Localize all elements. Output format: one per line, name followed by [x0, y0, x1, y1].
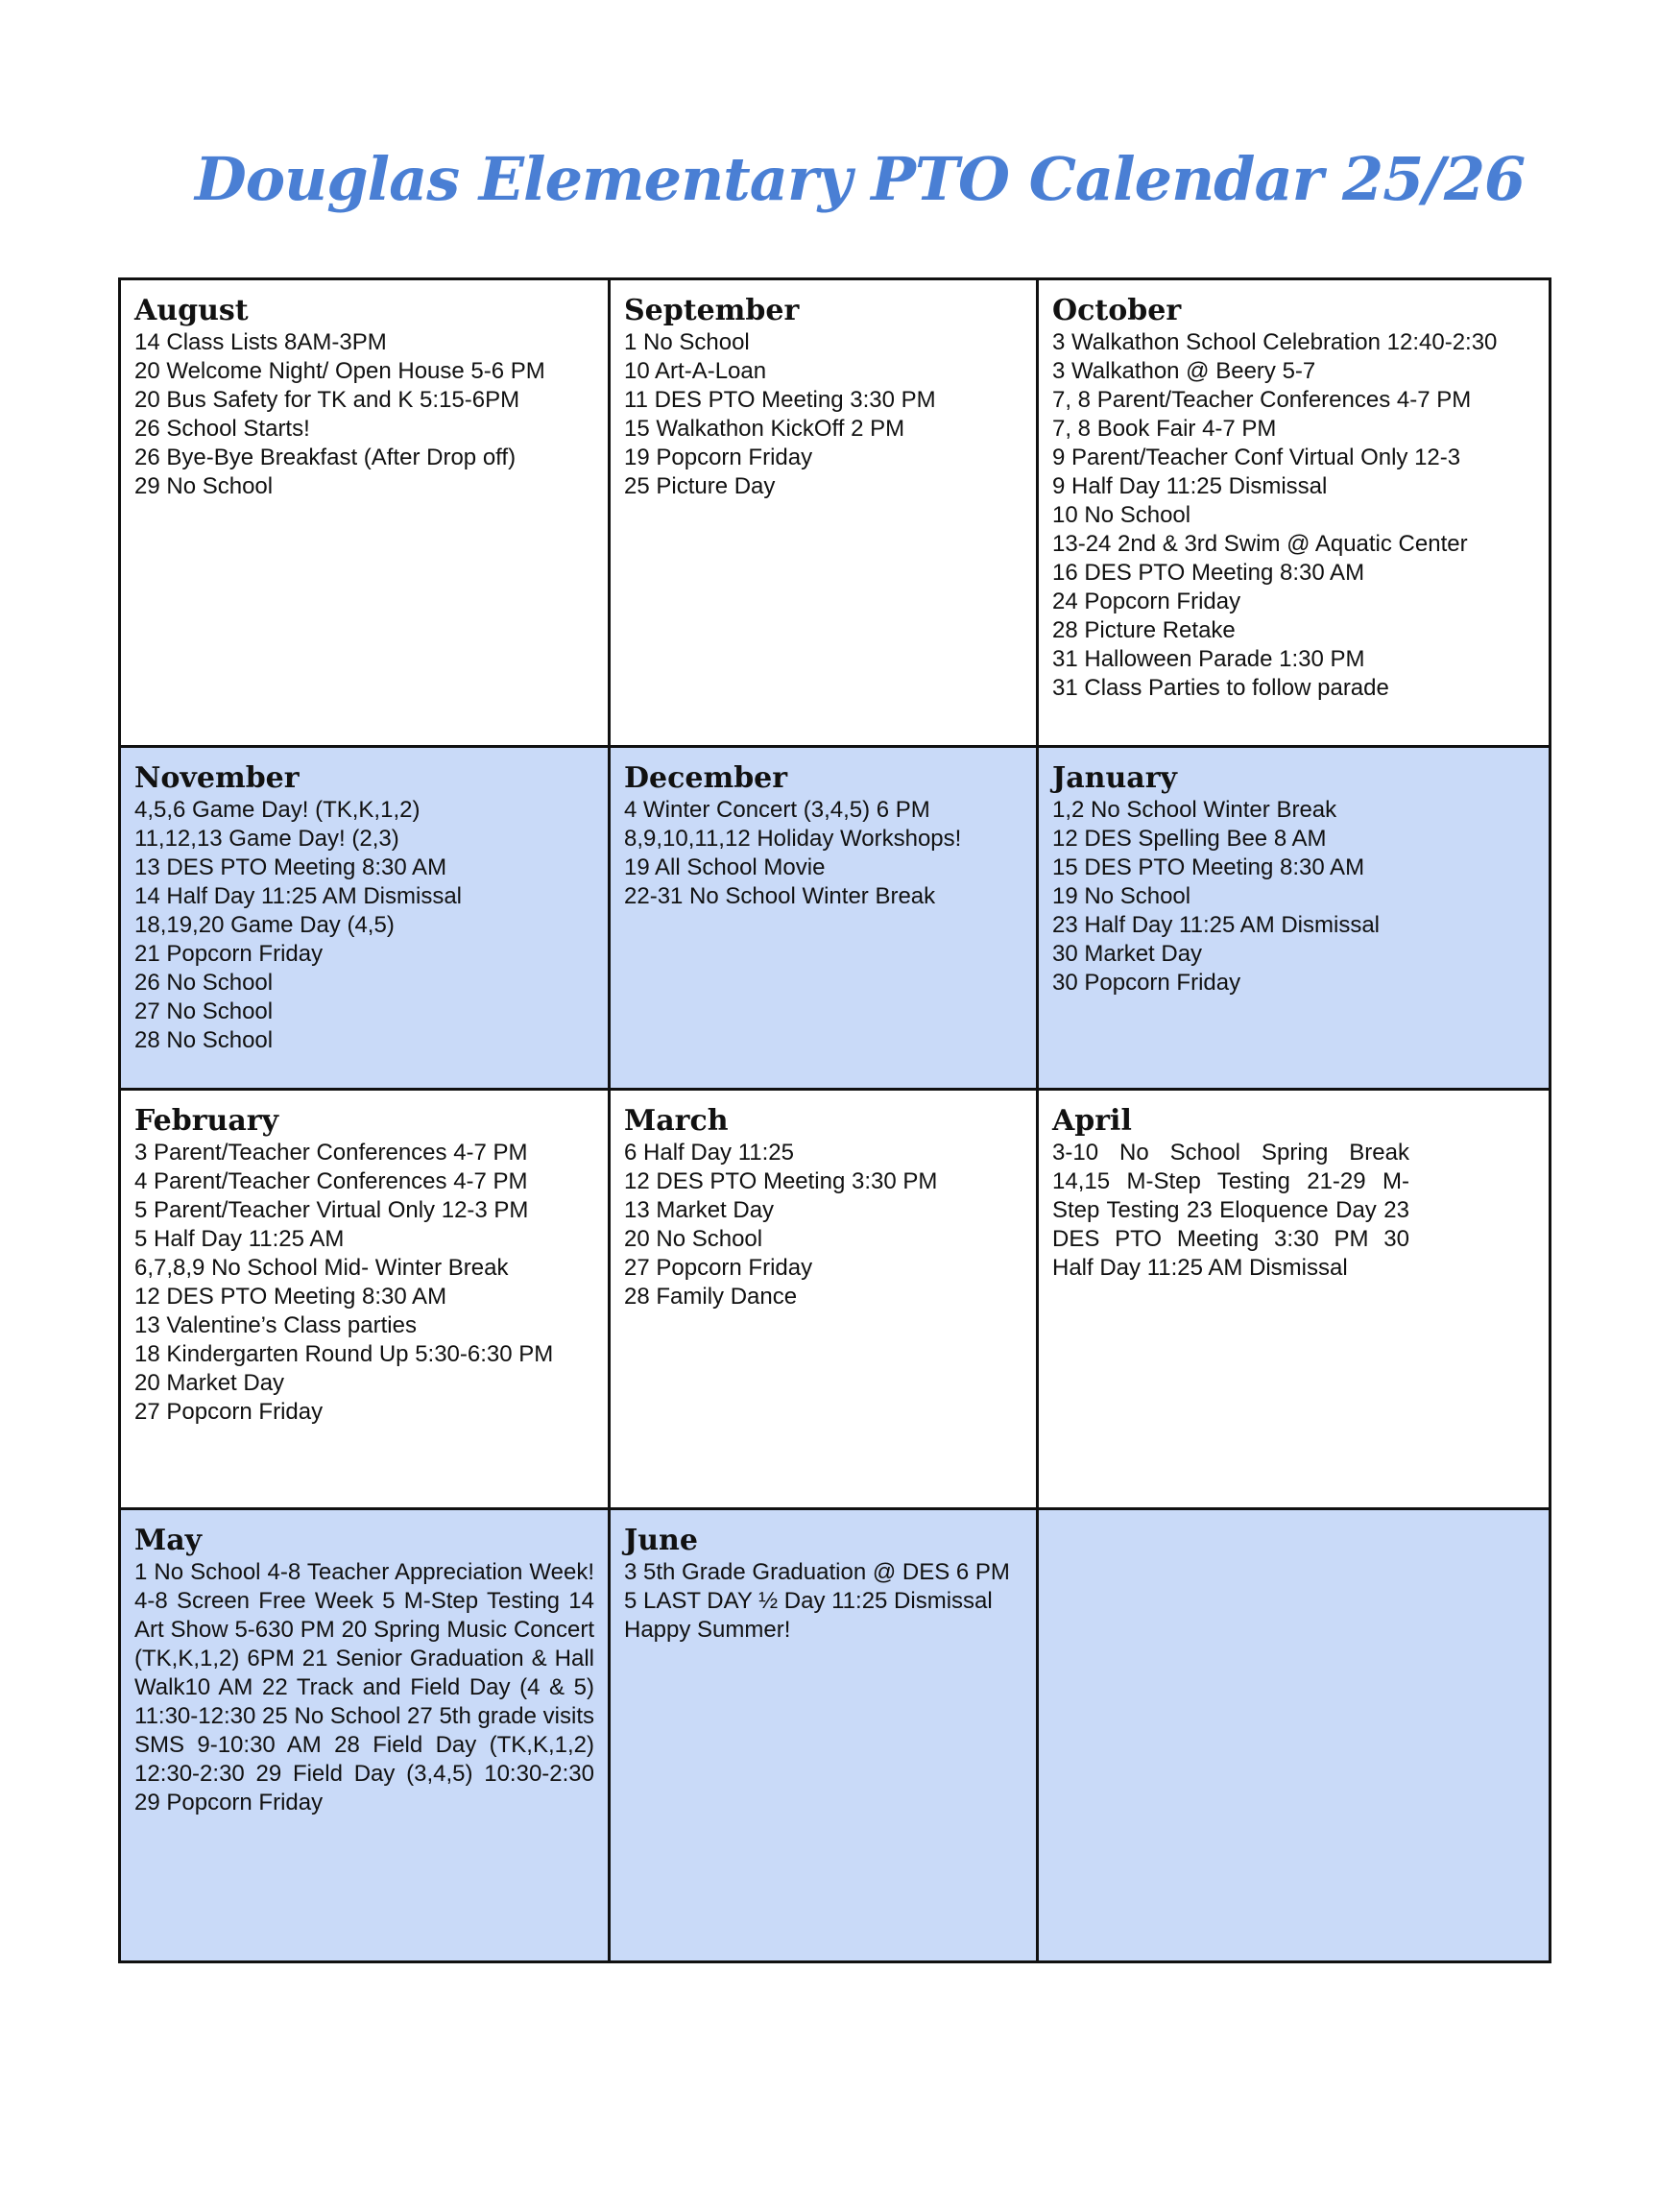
month-title: December	[624, 761, 788, 795]
event-item: 3 5th Grade Graduation @ DES 6 PM	[624, 1559, 1010, 1585]
event-item: 9 Parent/Teacher Conf Virtual Only 12-3	[1052, 445, 1461, 470]
event-item: 18,19,20 Game Day (4,5)	[134, 912, 395, 938]
event-item: 3 Walkathon @ Beery 5-7	[1052, 358, 1316, 384]
month-title: February	[134, 1104, 279, 1138]
event-item: 30 Popcorn Friday	[1052, 970, 1241, 996]
event-list	[1052, 796, 1535, 998]
calendar-grid	[118, 277, 1551, 1963]
event-list	[624, 796, 1022, 911]
event-item: 19 Popcorn Friday	[624, 445, 813, 470]
event-item: 7, 8 Book Fair 4-7 PM	[1052, 416, 1277, 442]
event-item: 26 School Starts!	[134, 416, 310, 442]
empty-cell	[1039, 1510, 1549, 1960]
event-item: 16 DES PTO Meeting 8:30 AM	[1052, 560, 1365, 586]
month-cell	[1039, 1091, 1549, 1510]
month-title: January	[1052, 761, 1177, 795]
event-item: 20 No School	[624, 1226, 763, 1252]
event-item: 15 Walkathon KickOff 2 PM	[624, 416, 905, 442]
event-item: 8,9,10,11,12 Holiday Workshops!	[624, 826, 962, 852]
month-cell	[121, 1091, 611, 1510]
event-list	[134, 796, 594, 1055]
event-item: 14 Class Lists 8AM-3PM	[134, 329, 387, 355]
event-item: 6,7,8,9 No School Mid- Winter Break	[134, 1255, 509, 1281]
month-cell	[121, 1510, 611, 1960]
month-title: April	[1052, 1104, 1132, 1138]
month-cell	[611, 280, 1039, 748]
event-item: 10 No School	[1052, 502, 1191, 528]
event-item: 28 No School	[134, 1027, 274, 1053]
event-item: 23 Half Day 11:25 AM Dismissal	[1052, 912, 1381, 938]
event-list	[624, 1558, 1022, 1645]
event-item: 18 Kindergarten Round Up 5:30-6:30 PM	[134, 1341, 554, 1367]
month-cell	[611, 1091, 1039, 1510]
event-item: 13 Valentine’s Class parties	[134, 1312, 417, 1338]
month-cell	[611, 1510, 1039, 1960]
event-list	[624, 328, 1022, 501]
event-item: 29 No School	[134, 473, 274, 499]
event-item: 20 Market Day	[134, 1370, 285, 1396]
event-item: 7, 8 Parent/Teacher Conferences 4-7 PM	[1052, 387, 1472, 413]
event-item: 13-24 2nd & 3rd Swim @ Aquatic Center	[1052, 531, 1468, 557]
month-cell	[121, 748, 611, 1091]
event-item: 11 DES PTO Meeting 3:30 PM	[624, 387, 936, 413]
event-item: 12 DES PTO Meeting 8:30 AM	[134, 1284, 447, 1310]
event-item: 1,2 No School Winter Break	[1052, 797, 1337, 823]
event-item: 26 Bye-Bye Breakfast (After Drop off)	[134, 445, 517, 470]
event-text: 3-10 No School Spring Break 14,15 M-Step Testing 21-29 M-Step Testing 23 Eloquence Day 23 DES PTO Meeting 3:30 PM 30 Half Day 11:25 AM Dismissal	[1052, 1140, 1409, 1281]
event-item: 20 Bus Safety for TK and K 5:15-6PM	[134, 387, 520, 413]
month-cell	[1039, 280, 1549, 748]
event-list	[624, 1139, 1022, 1311]
event-text: 1 No School 4-8 Teacher Appreciation Week! 4-8 Screen Free Week 5 M-Step Testing 14 Art Show 5-630 PM 20 Spring Music Concert (TK,K,1,2) 6PM 21 Senior Graduation & Hall Walk10 AM 22 Track and Field Day (4 & 5) 11:30-12:30 25 No School 27 5th grade visits SMS 9-10:30 AM 28 Field Day (TK,K,1,2) 12:30-2:30 29 Field Day (3,4,5) 10:30-2:30 29 Popcorn Friday	[134, 1559, 594, 1815]
event-item: 20 Welcome Night/ Open House 5-6 PM	[134, 358, 545, 384]
month-title: October	[1052, 294, 1182, 327]
event-item: 27 Popcorn Friday	[134, 1399, 324, 1425]
event-item: 21 Popcorn Friday	[134, 941, 324, 967]
month-cell	[1039, 748, 1549, 1091]
event-item: 12 DES PTO Meeting 3:30 PM	[624, 1168, 938, 1194]
event-item: 31 Class Parties to follow parade	[1052, 675, 1389, 701]
event-item: 4 Winter Concert (3,4,5) 6 PM	[624, 797, 930, 823]
event-item: 13 Market Day	[624, 1197, 775, 1223]
event-item: 24 Popcorn Friday	[1052, 589, 1241, 614]
month-cell	[611, 748, 1039, 1091]
month-title: June	[624, 1524, 698, 1557]
event-item: 25 Picture Day	[624, 473, 776, 499]
month-title: September	[624, 294, 800, 327]
event-item: 11,12,13 Game Day! (2,3)	[134, 826, 399, 852]
event-item: 19 No School	[1052, 883, 1191, 909]
event-item: 26 No School	[134, 970, 274, 996]
event-item: 5 Half Day 11:25 AM	[134, 1226, 345, 1252]
event-item: 4,5,6 Game Day! (TK,K,1,2)	[134, 797, 421, 823]
event-list	[1052, 328, 1535, 703]
event-item: 3 Parent/Teacher Conferences 4-7 PM	[134, 1140, 528, 1166]
event-item: 3 Walkathon School Celebration 12:40-2:30	[1052, 329, 1498, 355]
event-item: 6 Half Day 11:25	[624, 1140, 794, 1166]
event-item: 28 Picture Retake	[1052, 617, 1236, 643]
event-item: 5 Parent/Teacher Virtual Only 12-3 PM	[134, 1197, 529, 1223]
event-item: 31 Halloween Parade 1:30 PM	[1052, 646, 1365, 672]
event-item: 27 Popcorn Friday	[624, 1255, 813, 1281]
event-item: 10 Art-A-Loan	[624, 358, 767, 384]
event-item: 14 Half Day 11:25 AM Dismissal	[134, 883, 463, 909]
event-item: 12 DES Spelling Bee 8 AM	[1052, 826, 1327, 852]
month-title: August	[134, 294, 249, 327]
month-title: May	[134, 1524, 203, 1557]
event-item: 1 No School	[624, 329, 750, 355]
event-item: 5 LAST DAY ½ Day 11:25 Dismissal	[624, 1588, 993, 1614]
page-title: Douglas Elementary PTO Calendar 25/26	[195, 144, 1526, 214]
event-item: 13 DES PTO Meeting 8:30 AM	[134, 854, 447, 880]
month-title: November	[134, 761, 300, 795]
event-item: 19 All School Movie	[624, 854, 826, 880]
month-cell	[121, 280, 611, 748]
event-list	[134, 1139, 594, 1427]
event-list	[134, 328, 594, 501]
event-item: 4 Parent/Teacher Conferences 4-7 PM	[134, 1168, 528, 1194]
month-title: March	[624, 1104, 729, 1138]
event-item: 27 No School	[134, 998, 274, 1024]
event-item: 22-31 No School Winter Break	[624, 883, 936, 909]
event-item: 15 DES PTO Meeting 8:30 AM	[1052, 854, 1365, 880]
event-item: Happy Summer!	[624, 1617, 791, 1643]
event-item: 28 Family Dance	[624, 1284, 798, 1310]
event-item: 9 Half Day 11:25 Dismissal	[1052, 473, 1328, 499]
event-item: 30 Market Day	[1052, 941, 1203, 967]
